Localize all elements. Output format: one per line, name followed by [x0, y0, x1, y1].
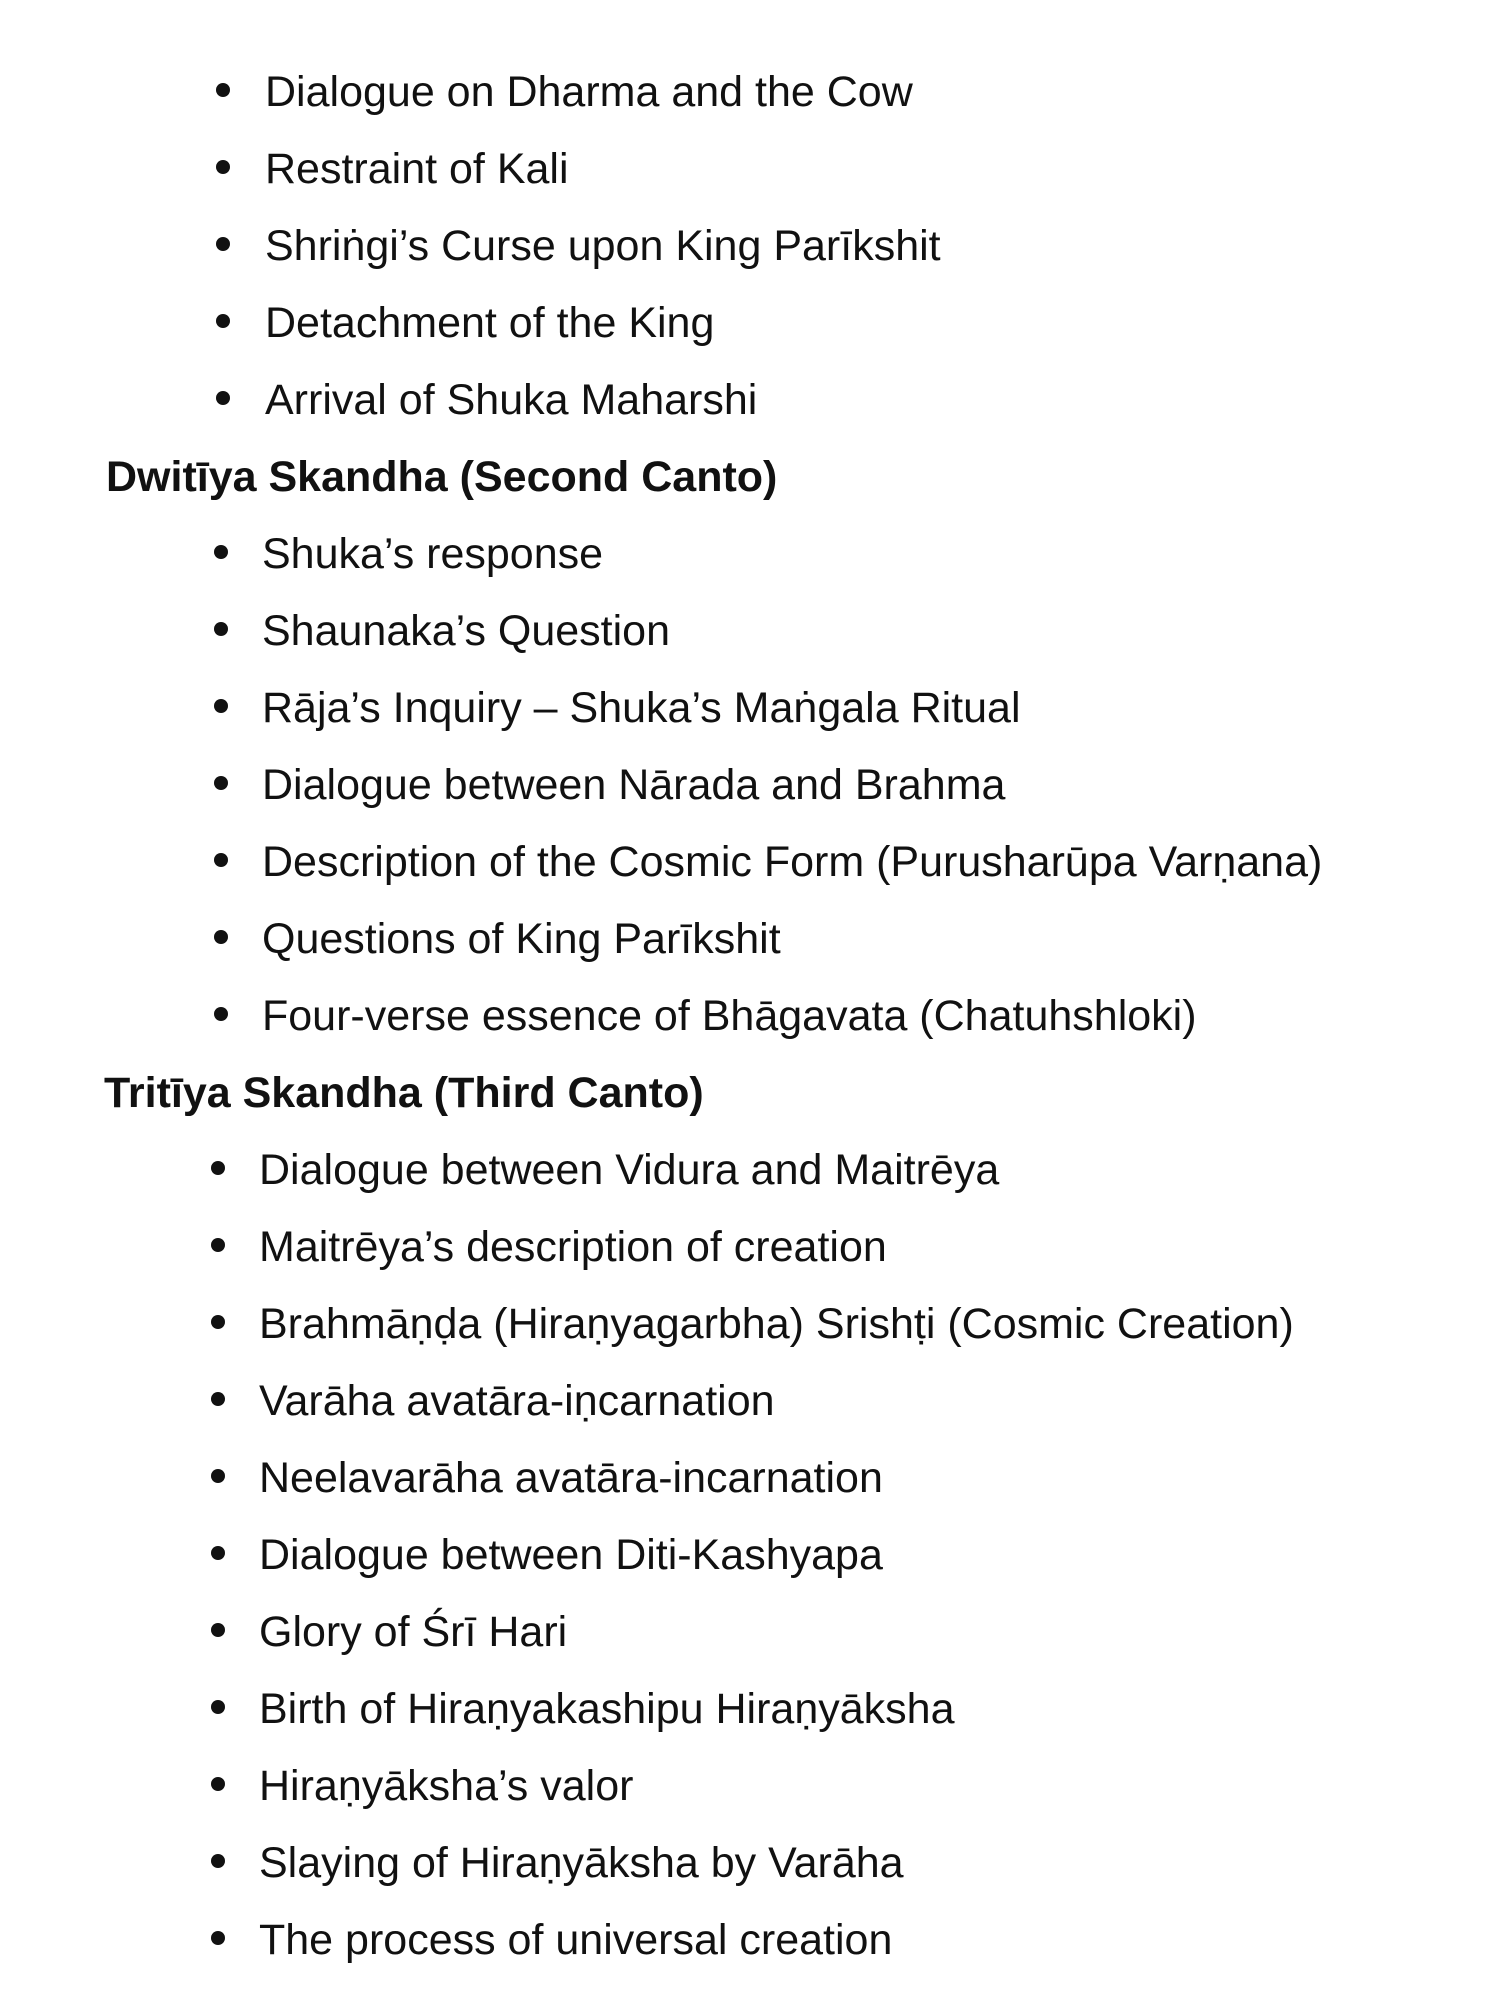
list-item-text: Rāja’s Inquiry – Shuka’s Maṅgala Ritual: [262, 684, 1021, 732]
list-item-text: Shuka’s response: [262, 530, 604, 578]
list-item: [0, 991, 1500, 1068]
bullet-icon: [216, 314, 230, 328]
list-item-text: Varāha avatāra-iṇcarnation: [259, 1377, 775, 1425]
list-item: [0, 1607, 1500, 1684]
bullet-icon: [211, 1238, 225, 1252]
bullet-icon: [211, 1854, 225, 1868]
bullet-icon: [216, 83, 230, 97]
section-heading: Tritīya Skandha (Third Canto): [104, 1069, 704, 1117]
list-item: [0, 298, 1500, 375]
list-item-text: Description of the Cosmic Form (Purusharūpa Varṇana): [262, 838, 1323, 886]
list-item-text: Shriṅgi’s Curse upon King Parīkshit: [265, 222, 941, 270]
list-item-text: Restraint of Kali: [265, 145, 569, 193]
bullet-icon: [216, 391, 230, 405]
list-item: [0, 144, 1500, 221]
list-item: [0, 1838, 1500, 1915]
bullet-icon: [211, 1777, 225, 1791]
list-item-text: Dialogue between Vidura and Maitrēya: [259, 1146, 1000, 1194]
bullet-list: [0, 67, 1500, 452]
list-item: [0, 837, 1500, 914]
bullet-icon: [211, 1469, 225, 1483]
bullet-icon: [214, 545, 228, 559]
list-item: [0, 1915, 1500, 1992]
bullet-icon: [211, 1161, 225, 1175]
bullet-icon: [214, 776, 228, 790]
bullet-icon: [211, 1546, 225, 1560]
list-item-text: Birth of Hiraṇyakashipu Hiraṇyāksha: [259, 1685, 955, 1733]
list-item-text: Maitrēya’s description of creation: [259, 1223, 887, 1271]
list-item: [0, 1222, 1500, 1299]
list-item-text: Dialogue on Dharma and the Cow: [265, 68, 913, 116]
bullet-list: [0, 529, 1500, 1068]
bullet-icon: [211, 1931, 225, 1945]
list-item: [0, 375, 1500, 452]
list-item: [0, 1761, 1500, 1838]
list-item-text: Glory of Śrī Hari: [259, 1608, 568, 1656]
list-item: [0, 1299, 1500, 1376]
list-item: [0, 1530, 1500, 1607]
bullet-icon: [214, 1007, 228, 1021]
list-item: [0, 1684, 1500, 1761]
list-item-text: Neelavarāha avatāra-incarnation: [259, 1454, 883, 1502]
bullet-icon: [214, 930, 228, 944]
list-item-text: Questions of King Parīkshit: [262, 915, 781, 963]
list-item: [0, 606, 1500, 683]
list-item-text: Detachment of the King: [265, 299, 715, 347]
list-item-text: The process of universal creation: [259, 1916, 893, 1964]
list-item-text: Four-verse essence of Bhāgavata (Chatuhshloki): [262, 992, 1197, 1040]
bullet-icon: [216, 237, 230, 251]
bullet-icon: [214, 699, 228, 713]
list-item-text: Arrival of Shuka Maharshi: [265, 376, 758, 424]
bullet-icon: [216, 160, 230, 174]
bullet-icon: [214, 853, 228, 867]
list-item: [0, 1453, 1500, 1530]
list-item: [0, 1145, 1500, 1222]
section-heading: Dwitīya Skandha (Second Canto): [106, 453, 778, 501]
bullet-icon: [211, 1623, 225, 1637]
list-item-text: Dialogue between Diti-Kashyapa: [259, 1531, 883, 1579]
list-item-text: Hiraṇyāksha’s valor: [259, 1762, 634, 1810]
list-item-text: Dialogue between Nārada and Brahma: [262, 761, 1006, 809]
list-item-text: Brahmāṇḍa (Hiraṇyagarbha) Srishṭi (Cosmic Creation): [259, 1300, 1294, 1348]
bullet-icon: [214, 622, 228, 636]
list-item-text: Slaying of Hiraṇyāksha by Varāha: [259, 1839, 904, 1887]
list-item: [0, 683, 1500, 760]
bullet-icon: [211, 1315, 225, 1329]
bullet-icon: [211, 1700, 225, 1714]
bullet-icon: [211, 1392, 225, 1406]
list-item: [0, 221, 1500, 298]
list-item: [0, 914, 1500, 991]
bullet-list: [0, 1145, 1500, 1992]
list-item: [0, 67, 1500, 144]
list-item: [0, 529, 1500, 606]
list-item: [0, 760, 1500, 837]
list-item-text: Shaunaka’s Question: [262, 607, 670, 655]
list-item: [0, 1376, 1500, 1453]
